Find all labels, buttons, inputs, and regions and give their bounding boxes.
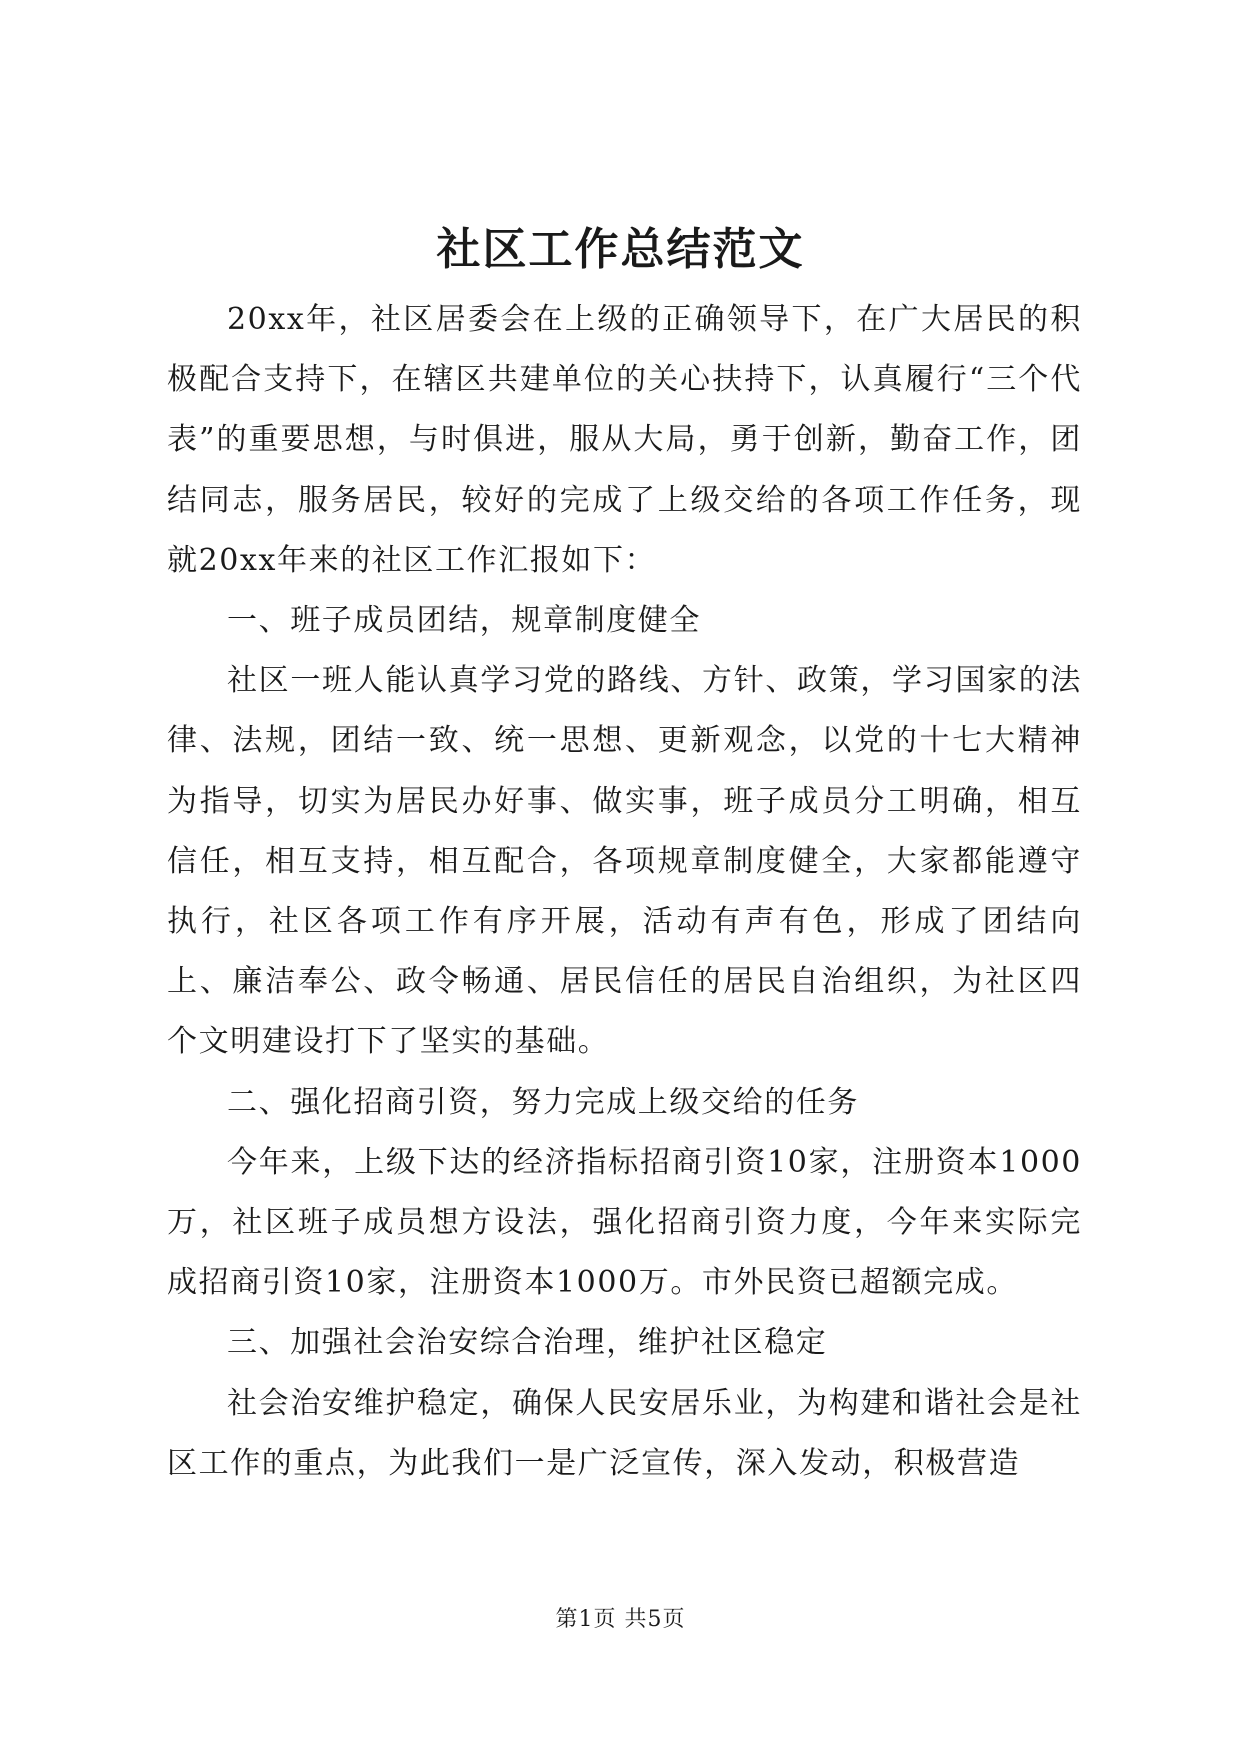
section-heading-2: 二、强化招商引资，努力完成上级交给的任务 (227, 1084, 859, 1120)
document-title: 社区工作总结范文 (436, 224, 805, 275)
paragraph-section-3: 社会治安维护稳定，确保人民安居乐业，为构建和谐社会是社区工作的重点，为此我们一是广泛宣传，深入发动，积极营造 (167, 1385, 1082, 1481)
section-heading-3: 三、加强社会治安综合治理，维护社区稳定 (227, 1325, 828, 1361)
section-heading-1: 一、班子成员团结，规章制度健全 (227, 603, 701, 639)
document-body (167, 290, 1082, 1494)
paragraph-intro: 20xx年，社区居委会在上级的正确领导下，在广大居民的积极配合支持下，在辖区共建单位的关心扶持下，认真履行“三个代表”的重要思想，与时俱进，服从大局，勇于创新，勤奋工作，团结同志，服务居民，较好的完成了上级交给的各项工作任务，现就20xx年来的社区工作汇报如下： (167, 302, 1082, 578)
paragraph-section-2: 今年来，上级下达的经济指标招商引资10家，注册资本1000万，社区班子成员想方设法，强化招商引资力度，今年来实际完成招商引资10家，注册资本1000万。市外民资已超额完成。 (167, 1144, 1082, 1301)
paragraph-section-1: 社区一班人能认真学习党的路线、方针、政策，学习国家的法律、法规，团结一致、统一思想、更新观念，以党的十七大精神为指导，切实为居民办好事、做实事，班子成员分工明确，相互信任，相互支持，相互配合，各项规章制度健全，大家都能遵守执行，社区各项工作有序开展，活动有声有色，形成了团结向上、廉洁奉公、政令畅通、居民信任的居民自治组织，为社区四个文明建设打下了坚实的基础。 (167, 663, 1082, 1060)
page-number-footer: 第1页 共5页 (555, 1607, 686, 1632)
